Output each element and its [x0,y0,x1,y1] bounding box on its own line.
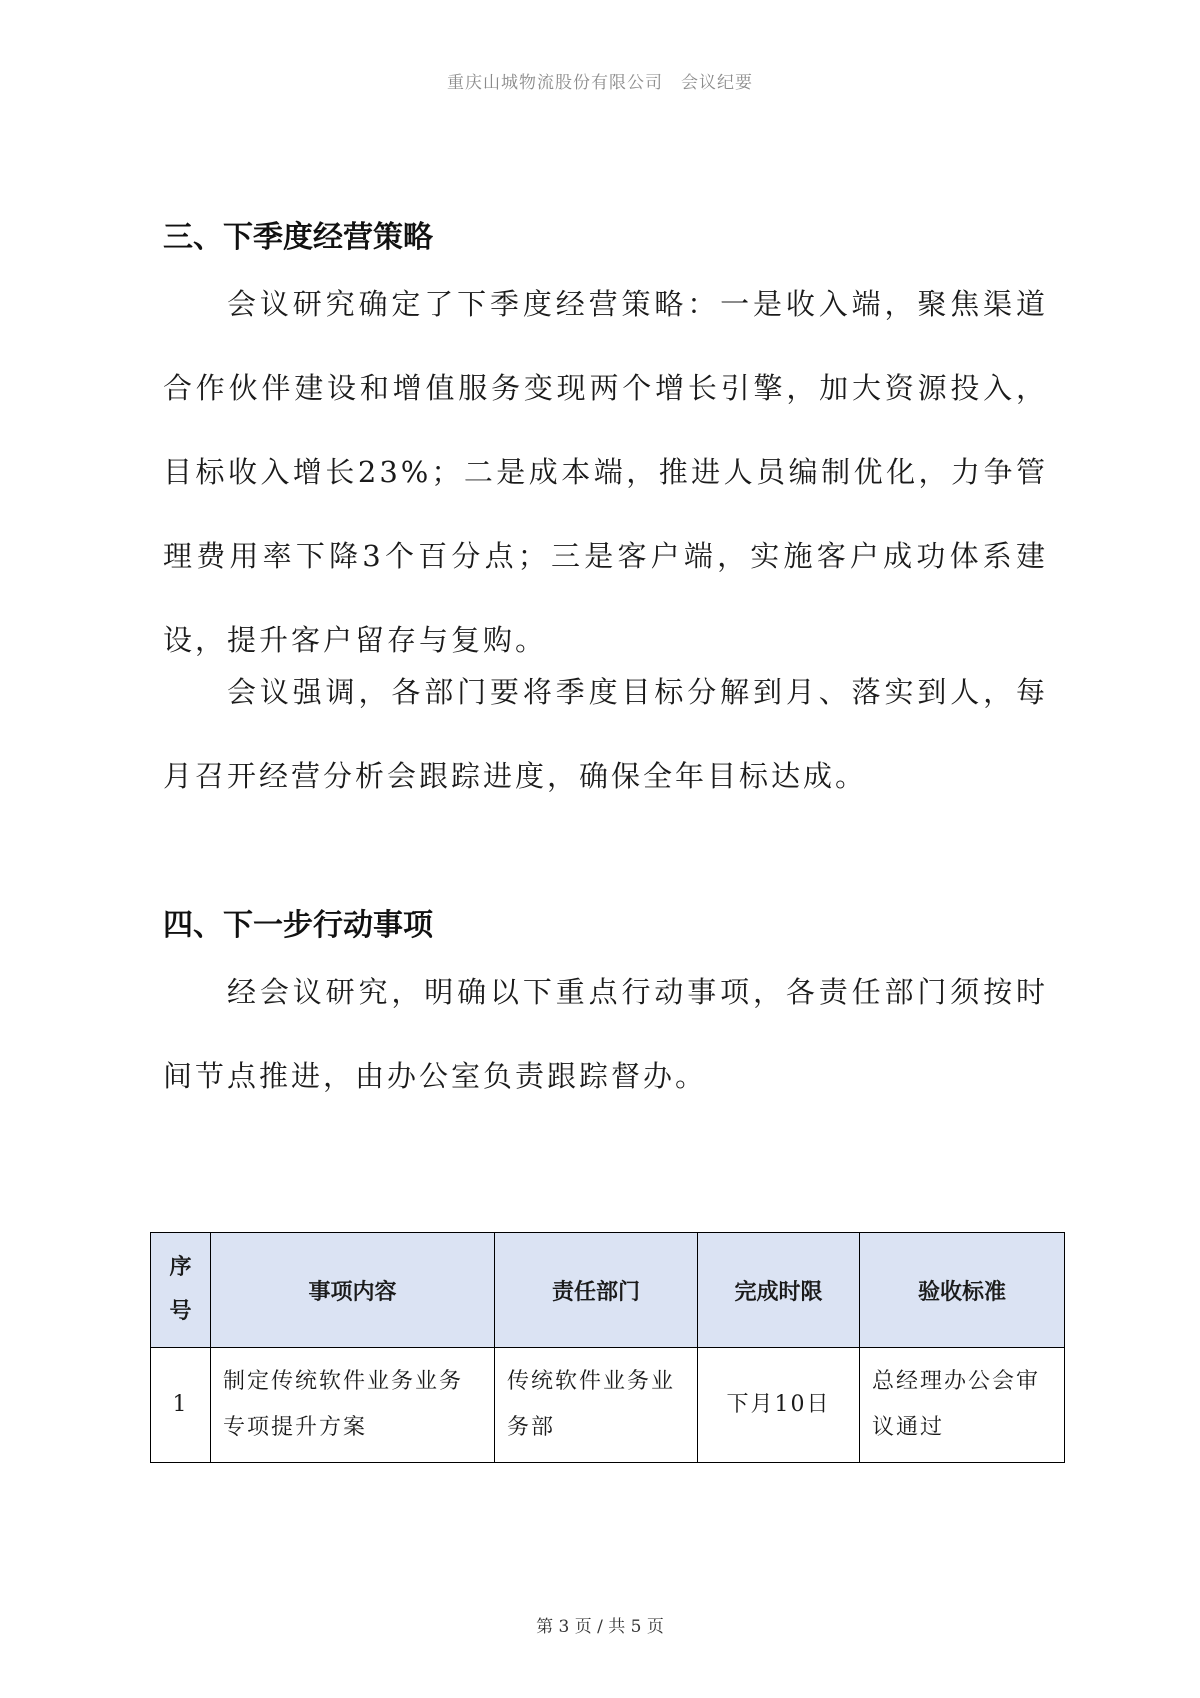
table-header-row [151,1233,1065,1348]
col-header-standard: 验收标准 [860,1233,1065,1348]
header-doc-type: 会议纪要 [681,73,753,93]
section3-paragraph-2: 会议强调，各部门要将季度目标分解到月、落实到人，每月召开经营分析会跟踪进度，确保全年目标达成。 [163,675,1048,793]
cell-content: 制定传统软件业务业务专项提升方案 [211,1348,495,1463]
action-items-table [150,1232,1065,1463]
col-header-content: 事项内容 [211,1233,495,1348]
table-row [151,1348,1065,1463]
section4-heading: 四、下一步行动事项 [163,908,433,943]
cell-seq: 1 [151,1348,211,1463]
section3-paragraph-1: 会议研究确定了下季度经营策略：一是收入端，聚焦渠道合作伙伴建设和增值服务变现两个增长引擎，加大资源投入，目标收入增长23%；二是成本端，推进人员编制优化，力争管理费用率下降3个百分点；三是客户端，实施客户成功体系建设，提升客户留存与复购。 [163,287,1048,657]
cell-dept: 传统软件业务业务部 [495,1348,698,1463]
section3-heading: 三、下季度经营策略 [163,220,433,255]
page-header [0,68,1200,93]
cell-deadline: 下月10日 [698,1348,860,1463]
page-footer: 第 3 页 / 共 5 页 [536,1617,664,1637]
col-header-deadline: 完成时限 [698,1233,860,1348]
section4-paragraph-1: 经会议研究，明确以下重点行动事项，各责任部门须按时间节点推进，由办公室负责跟踪督办。 [163,975,1048,1093]
col-header-seq: 序 号 [151,1233,211,1348]
col-header-dept: 责任部门 [495,1233,698,1348]
header-company: 重庆山城物流股份有限公司 [447,73,663,93]
cell-standard: 总经理办公会审议通过 [860,1348,1065,1463]
